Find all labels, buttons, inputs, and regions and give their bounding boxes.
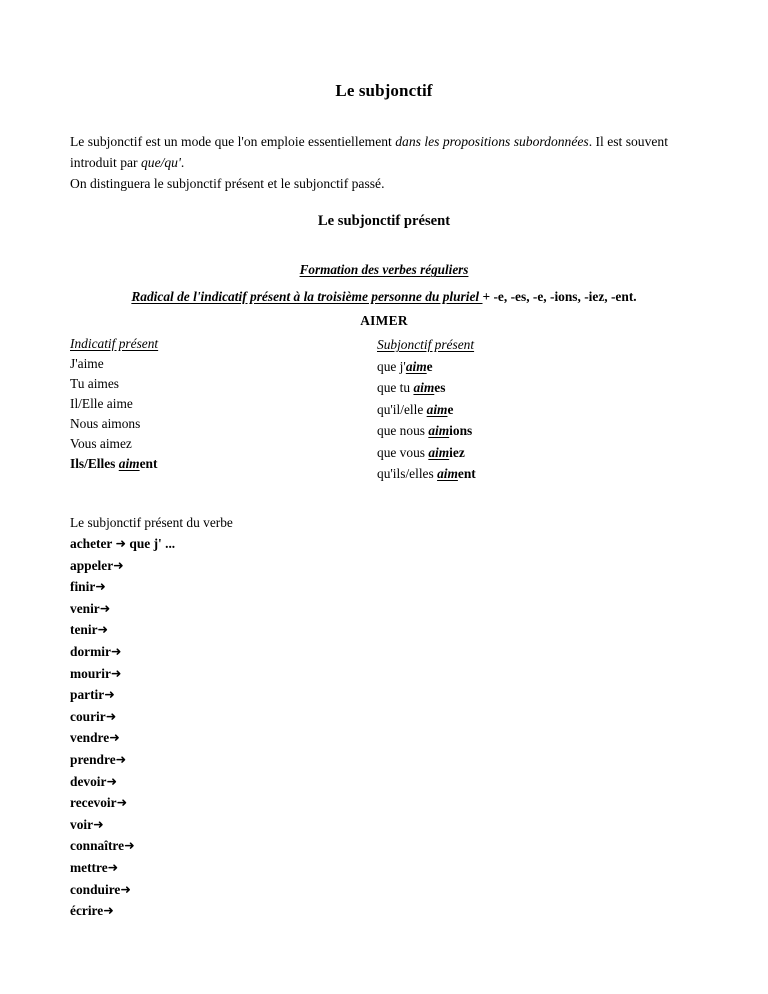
example-verb-name: AIMER (360, 313, 408, 328)
arrow-right-icon: ➜ (104, 686, 115, 702)
practice-verb-infinitive: venir (70, 600, 100, 616)
practice-verb-infinitive: partir (70, 687, 105, 703)
practice-verb-infinitive: tenir (70, 622, 98, 638)
conjugation-row (70, 354, 158, 374)
practice-verb-infinitive: voir (70, 816, 94, 832)
arrow-right-icon: ➜ (97, 621, 109, 637)
practice-verb-infinitive: dormir (70, 643, 111, 659)
conjugation-row (70, 374, 158, 394)
practice-verb-item[interactable] (70, 641, 175, 663)
intro-paragraph (70, 131, 694, 173)
intro-text-part2: . Il est souvent introduit par (70, 133, 668, 170)
column-header-indicative: Indicatif présent (70, 336, 159, 351)
conjugation-ending: e (447, 401, 454, 417)
practice-verb-infinitive: mourir (70, 665, 111, 681)
conjugation-ending: e (426, 358, 433, 374)
conjugation-row (70, 434, 158, 454)
conjugation-ending: es (434, 380, 446, 395)
practice-verb-item[interactable] (70, 727, 175, 749)
conjugation-stem: aim (118, 456, 140, 471)
arrow-right-icon: ➜ (110, 665, 122, 681)
arrow-right-icon: ➜ (113, 557, 124, 573)
conjugation-stem: aim (405, 358, 427, 374)
practice-verb-item[interactable] (70, 749, 175, 771)
conjugation-column-subjunctive (377, 334, 476, 485)
column-header-subjunctive: Subjonctif présent (377, 337, 475, 352)
conjugation-row (377, 399, 476, 421)
conjugation-pronoun: que tu (377, 380, 414, 395)
conjugation-rows-indicative (70, 354, 158, 474)
formation-rule (0, 289, 768, 305)
conjugation-stem: aim (426, 401, 448, 417)
practice-verb-infinitive: devoir (70, 773, 107, 789)
formation-rule-endings: + -e, -es, -e, -ions, -iez, -ent. (482, 289, 637, 304)
practice-verb-infinitive: acheter (70, 536, 116, 551)
intro-emphasis-subordinate-clauses: dans les propositions subordonnées (395, 133, 589, 149)
conjugation-pronoun: qu'ils/elles (377, 466, 438, 481)
conjugation-row (377, 442, 476, 464)
practice-verb-item[interactable] (70, 576, 175, 598)
practice-verb-item[interactable] (70, 533, 175, 555)
sub-heading-text: Formation des verbes réguliers (299, 262, 469, 278)
practice-verb-infinitive: courir (70, 708, 106, 724)
practice-verb-item[interactable] (70, 879, 175, 901)
conjugation-stem: aim (437, 466, 458, 481)
conjugation-ending: ions (449, 423, 473, 438)
conjugation-stem: aim (428, 444, 450, 460)
conjugation-row (377, 420, 476, 442)
arrow-right-icon: ➜ (95, 578, 106, 594)
conjugation-row (70, 394, 158, 414)
conjugation-pronoun: Vous aimez (70, 436, 132, 451)
arrow-right-icon: ➜ (110, 643, 122, 659)
conjugation-pronoun: Il/Elle aime (70, 396, 133, 411)
conjugation-row (377, 356, 476, 378)
practice-verb-list (70, 533, 175, 922)
arrow-right-icon: ➜ (120, 881, 131, 896)
practice-verb-infinitive: finir (70, 579, 96, 595)
conjugation-pronoun: que nous (377, 423, 429, 438)
practice-verb-infinitive: recevoir (70, 795, 117, 811)
conjugation-pronoun: Tu aimes (70, 376, 119, 391)
intro-text-part3: . (180, 154, 185, 170)
conjugation-pronoun: que j' (377, 358, 406, 374)
practice-verb-item[interactable] (70, 835, 175, 857)
formation-rule-stem: Radical de l'indicatif présent à la troisième personne du pluriel (131, 289, 483, 304)
arrow-right-icon: ➜ (93, 816, 104, 832)
arrow-right-icon: ➜ (109, 729, 120, 745)
conjugation-ending: ent (457, 466, 476, 481)
conjugation-pronoun: qu'il/elle (377, 401, 427, 417)
conjugation-pronoun: J'aime (70, 356, 104, 371)
intro-emphasis-que-qu: que/qu' (140, 154, 181, 170)
practice-verb-item[interactable] (70, 619, 175, 641)
arrow-right-icon: ➜ (105, 708, 117, 724)
conjugation-pronoun: que vous (377, 444, 429, 460)
practice-verb-item[interactable] (70, 684, 175, 706)
practice-verb-answer: que j' ... (126, 536, 176, 551)
practice-verb-item[interactable] (70, 555, 175, 577)
practice-verb-item[interactable] (70, 900, 175, 922)
intro-text-part1: Le subjonctif est un mode que l'on emploie essentiellement (70, 133, 396, 149)
conjugation-rows-subjunctive (377, 356, 476, 485)
conjugation-row (70, 414, 158, 434)
section-heading-present-subjunctive: Le subjonctif présent (317, 213, 451, 230)
conjugation-ending: ent (139, 456, 158, 471)
practice-verb-infinitive: vendre (70, 730, 110, 746)
practice-verb-item[interactable] (70, 663, 175, 685)
arrow-right-icon: ➜ (116, 794, 128, 810)
conjugation-row (377, 463, 476, 485)
conjugation-pronoun: Ils/Elles (70, 456, 119, 471)
arrow-right-icon: ➜ (115, 535, 127, 551)
conjugation-ending: iez (449, 444, 465, 460)
practice-verb-infinitive: mettre (70, 859, 108, 875)
conjugation-row (70, 454, 158, 474)
arrow-right-icon: ➜ (106, 773, 118, 789)
practice-verb-item[interactable] (70, 706, 175, 728)
practice-verb-infinitive: connaître (70, 838, 125, 854)
practice-verb-infinitive: appeler (70, 557, 114, 573)
arrow-right-icon: ➜ (103, 902, 114, 918)
conjugation-column-indicative (70, 334, 158, 474)
practice-verb-infinitive: conduire (70, 881, 121, 897)
practice-intro-text: Le subjonctif présent du verbe (70, 515, 233, 530)
practice-verb-item[interactable] (70, 771, 175, 793)
arrow-right-icon: ➜ (115, 751, 127, 767)
practice-verb-infinitive: prendre (70, 751, 116, 767)
sub-heading-regular-verb-formation (0, 262, 768, 278)
practice-verb-item[interactable] (70, 792, 175, 814)
intro-line-three: On distinguera le subjonctif présent et le subjonctif passé. (70, 175, 385, 191)
page-title: Le subjonctif (335, 81, 433, 101)
conjugation-row (377, 377, 476, 399)
practice-verb-item[interactable] (70, 598, 175, 620)
arrow-right-icon: ➜ (107, 859, 119, 875)
conjugation-stem: aim (413, 380, 435, 395)
conjugation-stem: aim (428, 423, 450, 438)
practice-verb-infinitive: écrire (70, 903, 104, 919)
arrow-right-icon: ➜ (124, 837, 135, 853)
conjugation-pronoun: Nous aimons (70, 416, 141, 431)
practice-verb-item[interactable] (70, 814, 175, 836)
arrow-right-icon: ➜ (99, 600, 111, 616)
practice-verb-item[interactable] (70, 857, 175, 879)
